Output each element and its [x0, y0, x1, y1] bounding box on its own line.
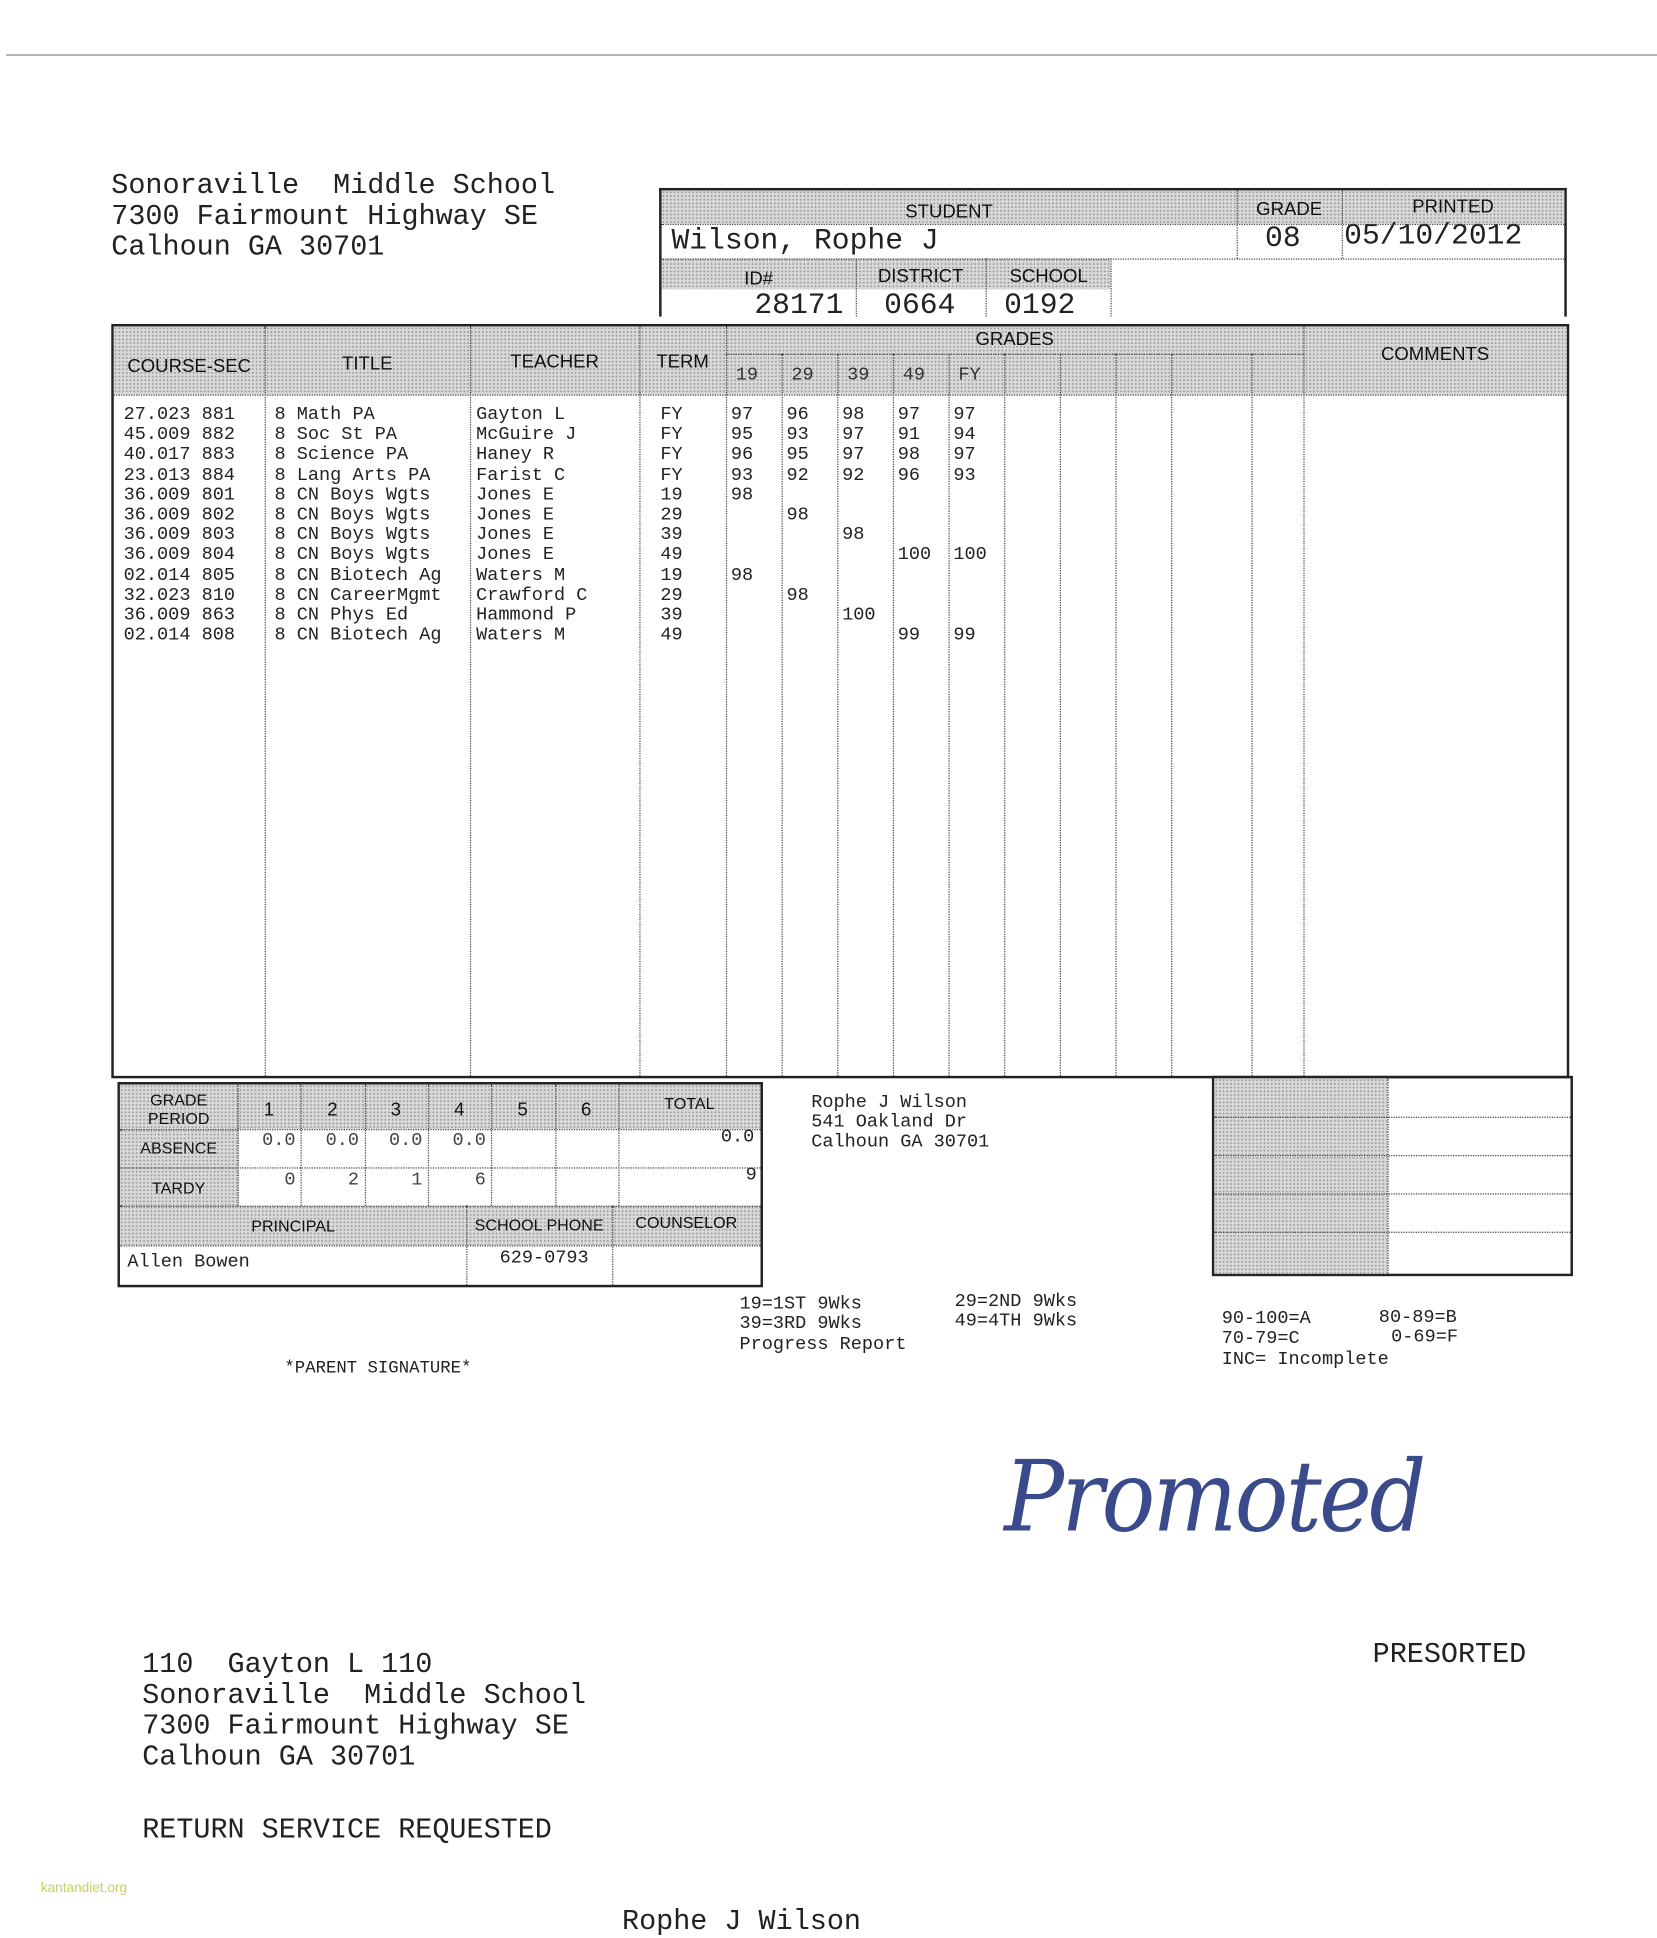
cell-teacher: Jones E — [476, 524, 555, 546]
cell-grade: 96 — [730, 444, 754, 466]
tardy-value: 2 — [347, 1169, 359, 1191]
school-name: Sonoraville Middle School — [111, 169, 556, 202]
cell-course: 02.014 805 — [123, 564, 235, 586]
principal-name: Allen Bowen — [127, 1251, 250, 1273]
cell-grade: 97 — [953, 444, 976, 466]
cell-grade: 92 — [842, 464, 865, 486]
period-header: 1 — [263, 1099, 275, 1121]
mailing-address — [811, 1093, 989, 1152]
cell-grade: 96 — [897, 464, 921, 486]
total-label: TOTAL — [664, 1094, 715, 1113]
mail-name: Rophe J Wilson — [811, 1091, 968, 1113]
cell-teacher: Hammond P — [476, 604, 577, 626]
cell-teacher: Jones E — [476, 484, 555, 506]
school-label: SCHOOL — [1009, 265, 1088, 287]
return-line-4: Calhoun GA 30701 — [142, 1741, 416, 1774]
school-header — [111, 171, 555, 264]
return-service-label: RETURN SERVICE REQUESTED — [142, 1814, 552, 1847]
period-header: 4 — [454, 1099, 465, 1121]
period-header: 3 — [390, 1099, 401, 1121]
counselor-label: COUNSELOR — [635, 1213, 738, 1232]
watermark: kantandiet.org — [40, 1880, 128, 1896]
cell-grade: 92 — [786, 464, 809, 486]
cell-title: 8 Lang Arts PA — [274, 464, 431, 486]
absence-total: 0.0 — [720, 1126, 755, 1148]
legend-term-39: 39=3RD 9Wks — [739, 1313, 862, 1335]
cell-title: 8 Math PA — [274, 404, 375, 426]
return-line-2: Sonoraville Middle School — [142, 1679, 586, 1712]
grade-label: GRADE — [1256, 199, 1323, 221]
district-label: DISTRICT — [877, 265, 964, 287]
grade-col-header: FY — [958, 364, 981, 386]
absence-label: ABSENCE — [140, 1138, 218, 1158]
cell-title: 8 CN Boys Wgts — [274, 544, 431, 566]
cell-grade: 99 — [953, 624, 976, 646]
cell-teacher: Jones E — [476, 504, 555, 526]
grades-table — [111, 324, 1569, 1078]
printed-date: 05/10/2012 — [1344, 220, 1523, 254]
cell-grade: 100 — [953, 544, 987, 566]
absence-value: 0.0 — [452, 1130, 486, 1152]
cell-term: FY — [660, 464, 683, 486]
cell-title: 8 CN Boys Wgts — [274, 484, 431, 506]
tardy-total: 9 — [745, 1164, 757, 1186]
table-row — [114, 406, 1567, 426]
cell-grade: 98 — [786, 584, 809, 606]
school-address1: 7300 Fairmount Highway SE — [111, 200, 538, 233]
cell-teacher: Farist C — [476, 464, 566, 486]
cell-teacher: Jones E — [476, 544, 555, 566]
table-row — [114, 446, 1567, 466]
tardy-label: TARDY — [152, 1178, 206, 1198]
cell-title: 8 CN Phys Ed — [274, 604, 409, 626]
legend-grade-c: 70-79=C — [1221, 1328, 1300, 1350]
grade-period-label: GRADE PERIOD — [147, 1090, 210, 1128]
attendance-box — [117, 1082, 763, 1287]
cell-course: 36.009 801 — [123, 484, 235, 506]
table-row — [114, 486, 1567, 506]
cell-course: 27.023 881 — [123, 404, 235, 426]
grade-col-header: 19 — [735, 364, 759, 386]
cell-title: 8 Science PA — [274, 444, 409, 466]
cell-grade: 99 — [897, 624, 921, 646]
period-header: 5 — [517, 1099, 528, 1121]
table-row — [114, 526, 1567, 546]
grade-value: 08 — [1265, 222, 1301, 256]
cell-title: 8 CN Biotech Ag — [274, 624, 442, 646]
cell-grade: 93 — [953, 464, 976, 486]
comments-box — [1212, 1076, 1573, 1276]
cell-grade: 93 — [786, 424, 809, 446]
cell-teacher: Gayton L — [476, 404, 566, 426]
cell-teacher: Haney R — [476, 444, 555, 466]
cell-title: 8 CN Boys Wgts — [274, 504, 431, 526]
top-rule — [6, 54, 1657, 55]
cell-title: 8 CN Boys Wgts — [274, 524, 431, 546]
cell-course: 45.009 882 — [123, 424, 235, 446]
cell-teacher: Waters M — [476, 564, 566, 586]
legend-grade-a: 90-100=A — [1221, 1308, 1311, 1330]
return-line-1: 110 Gayton L 110 — [142, 1648, 433, 1681]
cell-grade: 95 — [786, 444, 809, 466]
cell-term: 39 — [660, 604, 683, 626]
legend-grade-b: 80-89=B — [1378, 1307, 1457, 1329]
cell-term: 29 — [660, 504, 683, 526]
cell-term: 29 — [660, 584, 683, 606]
table-row — [114, 606, 1567, 626]
col-teacher: TEACHER — [510, 351, 599, 373]
cell-grade: 98 — [842, 404, 865, 426]
district-value: 0664 — [884, 289, 956, 323]
cell-grade: 98 — [786, 504, 809, 526]
parent-signature-label: *PARENT SIGNATURE* — [284, 1359, 472, 1379]
col-term: TERM — [656, 351, 709, 373]
cell-title: 8 Soc St PA — [274, 424, 397, 446]
student-name: Wilson, Rophe J — [671, 225, 939, 259]
cell-grade: 100 — [842, 604, 876, 626]
student-label: STUDENT — [905, 201, 993, 223]
return-line-3: 7300 Fairmount Highway SE — [142, 1710, 569, 1743]
grade-col-header: 39 — [847, 364, 870, 386]
cell-grade: 97 — [842, 424, 865, 446]
cell-grade: 95 — [730, 424, 754, 446]
cell-grade: 97 — [730, 404, 754, 426]
return-address — [142, 1650, 586, 1774]
cell-grade: 93 — [730, 464, 754, 486]
mail-city: Calhoun GA 30701 — [811, 1131, 990, 1153]
cell-grade: 91 — [897, 424, 921, 446]
absence-value: 0.0 — [262, 1130, 296, 1152]
mail-street: 541 Oakland Dr — [811, 1111, 968, 1133]
cell-course: 36.009 863 — [123, 604, 235, 626]
cell-term: FY — [660, 424, 683, 446]
printed-label: PRINTED — [1412, 196, 1494, 218]
table-row — [114, 626, 1567, 646]
school-value: 0192 — [1004, 289, 1076, 323]
table-row — [114, 566, 1567, 586]
cell-course: 40.017 883 — [123, 444, 235, 466]
legend-incomplete: INC= Incomplete — [1221, 1349, 1389, 1371]
cell-grade: 100 — [897, 544, 932, 566]
table-row — [114, 466, 1567, 486]
tardy-value: 6 — [474, 1169, 486, 1191]
cell-title: 8 CN Biotech Ag — [274, 564, 442, 586]
cell-term: 49 — [660, 624, 683, 646]
cell-teacher: Crawford C — [476, 584, 588, 606]
cell-grade: 98 — [897, 444, 921, 466]
grade-col-header: 29 — [791, 364, 814, 386]
cell-grade: 94 — [953, 424, 976, 446]
table-row — [114, 506, 1567, 526]
school-phone-label: SCHOOL PHONE — [474, 1215, 604, 1235]
legend-grade-f: 0-69=F — [1391, 1326, 1458, 1348]
period-header: 6 — [580, 1099, 592, 1121]
cell-teacher: McGuire J — [476, 424, 577, 446]
cell-course: 36.009 802 — [123, 504, 235, 526]
principal-label: PRINCIPAL — [251, 1216, 335, 1236]
cell-term: 49 — [660, 544, 683, 566]
school-address2: Calhoun GA 30701 — [111, 231, 385, 264]
cell-term: FY — [660, 444, 683, 466]
table-row — [114, 586, 1567, 606]
cell-course: 36.009 804 — [123, 544, 235, 566]
cell-grade: 97 — [842, 444, 865, 466]
absence-value: 0.0 — [389, 1130, 423, 1152]
cell-term: FY — [660, 404, 683, 426]
recipient-name: Rophe J Wilson — [622, 1905, 861, 1938]
id-value: 28171 — [754, 289, 844, 323]
col-title: TITLE — [342, 353, 393, 375]
student-info-box — [659, 188, 1567, 323]
grade-col-header: 49 — [902, 364, 925, 386]
tardy-value: 1 — [411, 1169, 423, 1191]
col-comments: COMMENTS — [1380, 343, 1490, 365]
cell-term: 19 — [660, 484, 683, 506]
cell-term: 39 — [660, 524, 683, 546]
cell-course: 23.013 884 — [123, 464, 235, 486]
table-row — [114, 546, 1567, 566]
cell-title: 8 CN CareerMgmt — [274, 584, 442, 606]
school-phone: 629-0793 — [499, 1247, 589, 1269]
table-row — [114, 426, 1567, 446]
col-grades: GRADES — [975, 328, 1054, 350]
col-course-sec: COURSE-SEC — [127, 356, 252, 378]
cell-grade: 98 — [730, 484, 754, 506]
cell-term: 19 — [660, 564, 683, 586]
legend-progress-report: Progress Report — [739, 1334, 907, 1356]
cell-teacher: Waters M — [476, 624, 566, 646]
cell-grade: 96 — [786, 404, 809, 426]
legend-term-49: 49=4TH 9Wks — [954, 1310, 1078, 1332]
cell-grade: 97 — [897, 404, 921, 426]
cell-course: 32.023 810 — [123, 584, 235, 606]
cell-grade: 98 — [730, 564, 754, 586]
cell-grade: 98 — [842, 524, 865, 546]
absence-value: 0.0 — [325, 1130, 359, 1152]
id-label: ID# — [744, 268, 774, 290]
cell-course: 36.009 803 — [123, 524, 235, 546]
legend-term-29: 29=2ND 9Wks — [954, 1291, 1078, 1313]
period-header: 2 — [327, 1099, 338, 1121]
cell-course: 02.014 808 — [123, 624, 235, 646]
cell-grade: 97 — [953, 404, 976, 426]
legend-term-19: 19=1ST 9Wks — [739, 1293, 862, 1315]
tardy-value: 0 — [284, 1169, 296, 1191]
promoted-handwriting: Promoted — [1004, 1439, 1424, 1554]
presorted-label: PRESORTED — [1372, 1638, 1527, 1671]
